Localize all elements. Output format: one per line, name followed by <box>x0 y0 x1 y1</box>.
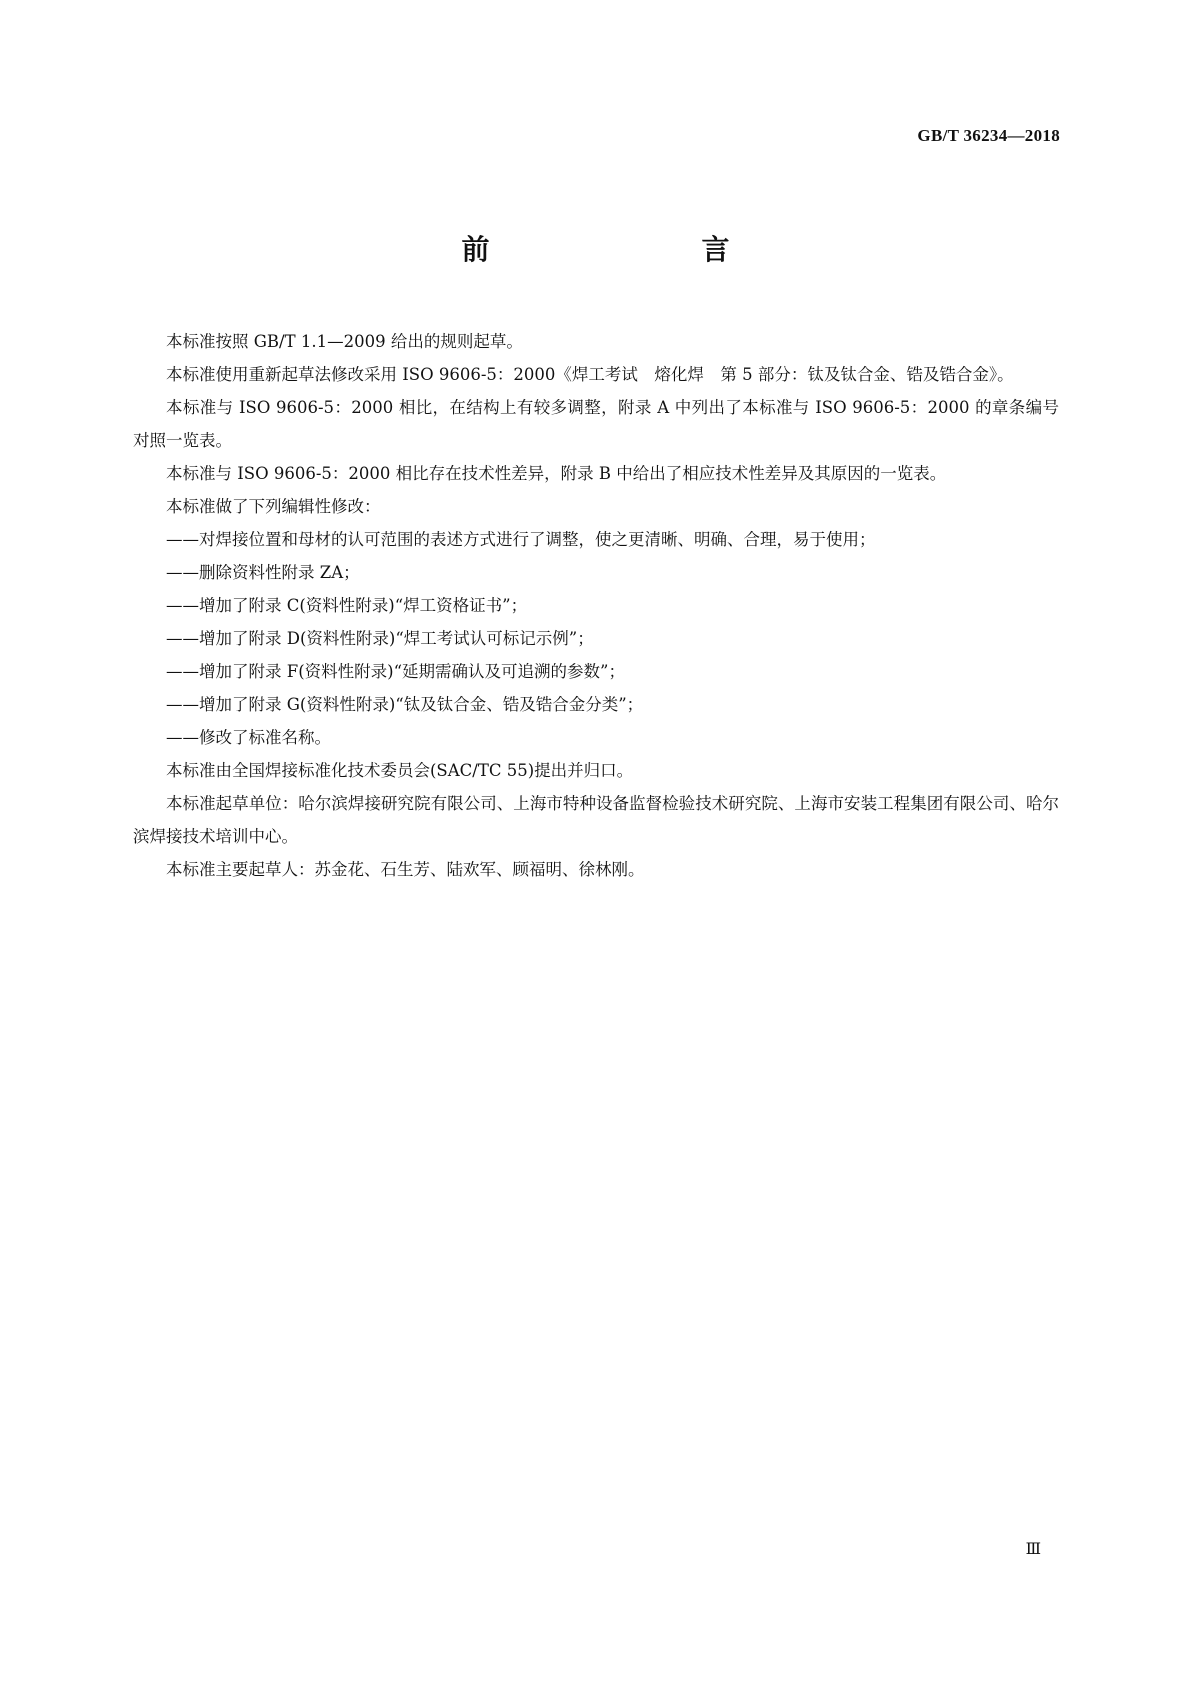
paragraph-adoption: 本标准使用重新起草法修改采用 ISO 9606-5：2000《焊工考试 熔化焊 第 5 部分：钛及钛合金、锆及锆合金》。 <box>166 365 1014 384</box>
foreword-body <box>133 325 1059 886</box>
list-item: ——删除资料性附录 ZA； <box>166 563 360 582</box>
list-item: ——修改了标准名称。 <box>166 728 331 747</box>
paragraph-proposer: 本标准由全国焊接标准化技术委员会(SAC/TC 55)提出并归口。 <box>166 761 634 780</box>
paragraph-drafting-units: 本标准起草单位：哈尔滨焊接研究院有限公司、上海市特种设备监督检验技术研究院、上海市安装工程集团有限公司、哈尔滨焊接技术培训中心。 <box>133 794 1059 846</box>
list-item: ——增加了附录 C(资料性附录)“焊工资格证书”； <box>166 596 528 615</box>
page-title: 前 言 <box>461 233 782 266</box>
list-item: ——增加了附录 F(资料性附录)“延期需确认及可追溯的参数”； <box>166 662 625 681</box>
list-item: ——增加了附录 D(资料性附录)“焊工考试认可标记示例”； <box>166 629 594 648</box>
list-item: ——对焊接位置和母材的认可范围的表述方式进行了调整，使之更清晰、明确、合理，易于使用； <box>166 530 876 549</box>
paragraph-structure-changes: 本标准与 ISO 9606-5：2000 相比，在结构上有较多调整，附录 A 中列出了本标准与 ISO 9606-5：2000 的章条编号对照一览表。 <box>133 398 1059 450</box>
standard-code: GB/T 36234—2018 <box>917 126 1060 145</box>
paragraph-editorial-intro: 本标准做了下列编辑性修改： <box>166 497 381 516</box>
paragraph-drafting-rules: 本标准按照 GB/T 1.1—2009 给出的规则起草。 <box>166 332 523 351</box>
list-item: ——增加了附录 G(资料性附录)“钛及钛合金、锆及锆合金分类”； <box>166 695 644 714</box>
paragraph-drafters: 本标准主要起草人：苏金花、石生芳、陆欢军、顾福明、徐林刚。 <box>166 860 645 879</box>
page-number: Ⅲ <box>1025 1541 1041 1558</box>
paragraph-technical-differences: 本标准与 ISO 9606-5：2000 相比存在技术性差异，附录 B 中给出了相应技术性差异及其原因的一览表。 <box>166 464 947 483</box>
